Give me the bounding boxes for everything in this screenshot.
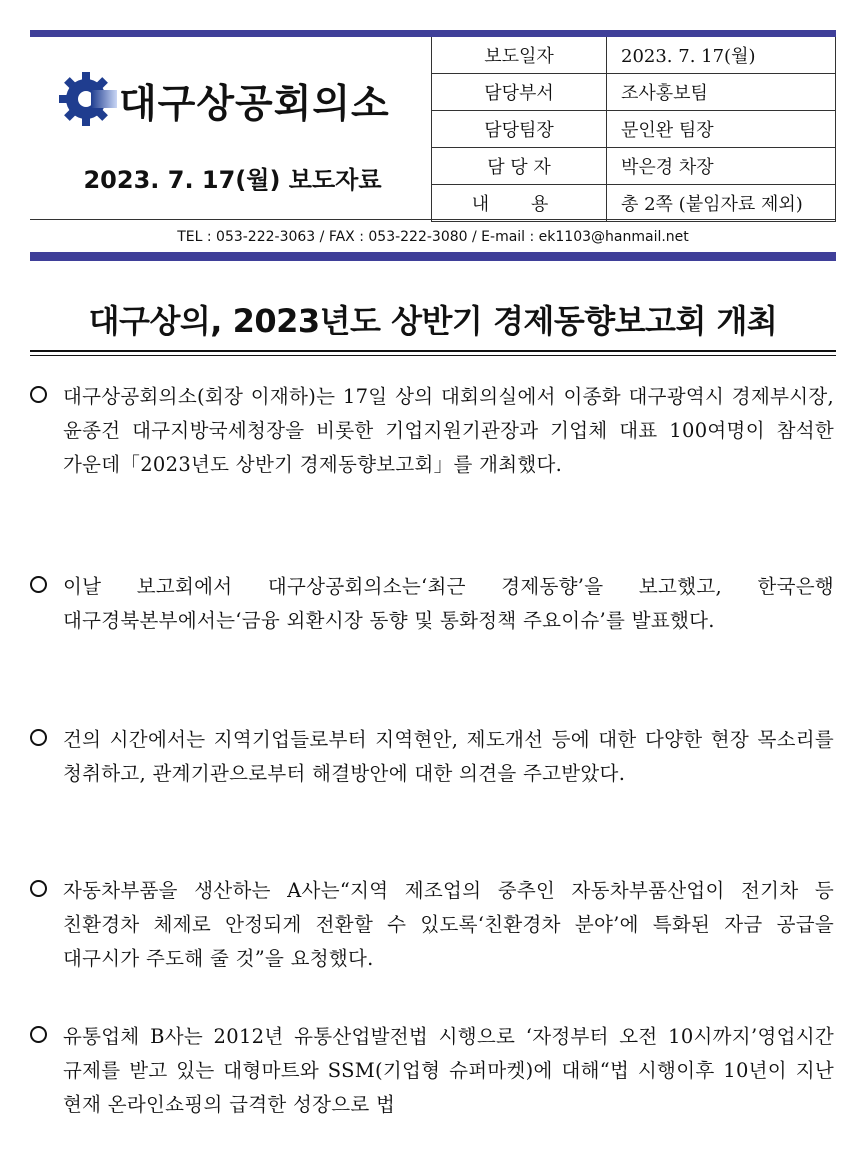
org-logo [55,68,415,130]
info-row [432,37,836,74]
paragraph-text: 유통업체 B사는 2012년 유통산업발전법 시행으로 ‘자정부터 오전 10시까지’영업시간 규제를 받고 있는 대형마트와 SSM(기업형 슈퍼마켓)에 대해“법 시행이후 10년이 지난 현재 온라인쇼핑의 급격한 성장으로 법 [63,1025,834,1116]
info-value: 조사홍보팀 [607,74,836,111]
release-date-title: 2023. 7. 17(월) 보도자료 [83,166,382,194]
release-info-table [431,37,836,222]
info-key: 내 용 [432,185,607,222]
circle-bullet-icon [30,729,47,746]
info-key: 담당팀장 [432,111,607,148]
info-value: 문인완 팀장 [607,111,836,148]
headline-rule-thin [30,355,836,356]
contact-line: TEL : 053-222-3063 / FAX : 053-222-3080 / E-mail : ek1103@hanmail.net [30,219,836,253]
info-value: 총 2쪽 (붙임자료 제외) [607,185,836,222]
info-key: 보도일자 [432,37,607,74]
circle-bullet-icon [30,880,47,897]
info-row [432,148,836,185]
paragraph-text: 건의 시간에서는 지역기업들로부터 지역현안, 제도개선 등에 대한 다양한 현장 목소리를 청취하고, 관계기관으로부터 해결방안에 대한 의견을 주고받았다. [63,728,834,785]
info-value: 2023. 7. 17(월) [607,37,836,74]
info-key: 담당부서 [432,74,607,111]
headline: 대구상의, 2023년도 상반기 경제동향보고회 개최 [88,302,778,340]
info-row [432,111,836,148]
org-name: 대구상공회의소 [119,82,390,127]
top-accent-bar [30,30,836,37]
headline-rule [30,350,836,352]
gear-logo-icon [55,68,117,130]
info-value: 박은경 차장 [607,148,836,185]
paragraph-text: 대구상공회의소(회장 이재하)는 17일 상의 대회의실에서 이종화 대구광역시 경제부시장, 윤종건 대구지방국세청장을 비롯한 기업지원기관장과 기업체 대표 100여명이 참석한 가운데「2023년도 상반기 경제동향보고회」를 개최했다. [63,385,834,476]
circle-bullet-icon [30,1026,47,1043]
paragraph-text: 이날 보고회에서 대구상공회의소는‘최근 경제동향’을 보고했고, 한국은행 대구경북본부에서는‘금융 외환시장 동향 및 통화정책 주요이슈’를 발표했다. [63,575,834,632]
circle-bullet-icon [30,386,47,403]
info-row [432,185,836,222]
info-key: 담 당 자 [432,148,607,185]
circle-bullet-icon [30,576,47,593]
info-row [432,74,836,111]
header-bottom-bar [30,252,836,261]
paragraph-text: 자동차부품을 생산하는 A사는“지역 제조업의 중추인 자동차부품산업이 전기차 등 친환경차 체제로 안정되게 전환할 수 있도록‘친환경차 분야’에 특화된 자금 공급을 대구시가 주도해 줄 것”을 요청했다. [63,879,834,970]
